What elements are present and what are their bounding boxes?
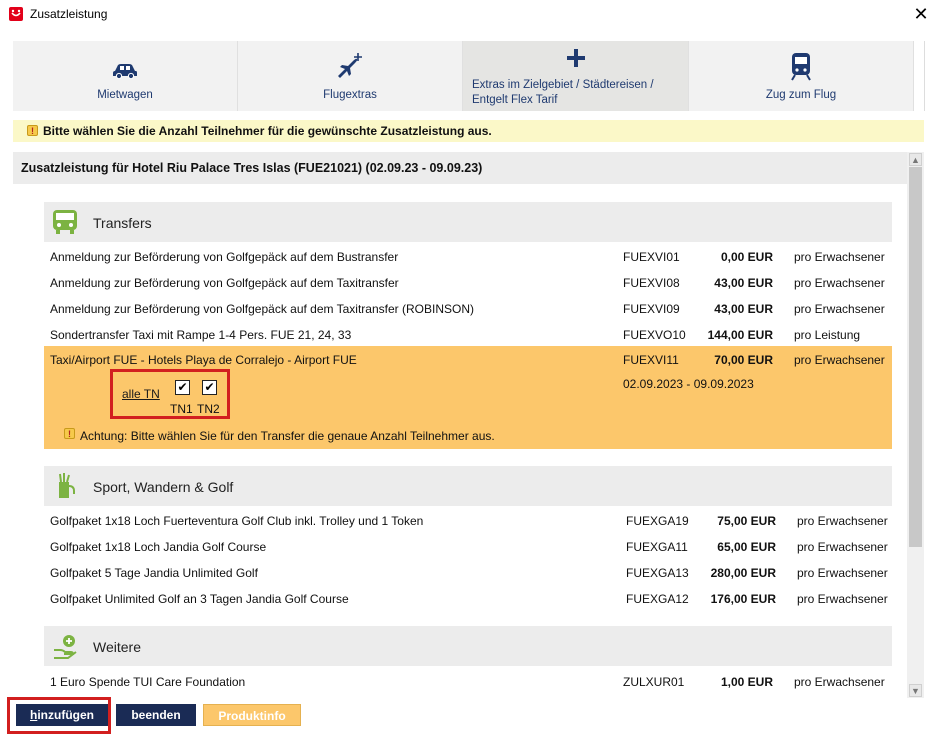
item-name: Golfpaket 1x18 Loch Fuerteventura Golf Club inkl. Trolley und 1 Token <box>50 514 424 528</box>
item-name: Taxi/Airport FUE - Hotels Playa de Corralejo - Airport FUE <box>50 353 357 367</box>
title-bar <box>0 0 936 30</box>
item-price: 75,00 EUR <box>717 514 776 528</box>
list-item[interactable] <box>44 295 892 321</box>
car-icon <box>111 59 139 81</box>
item-code: FUEXVO10 <box>623 328 686 342</box>
item-unit: pro Erwachsener <box>794 675 885 689</box>
participant-selector <box>110 369 230 419</box>
item-unit: pro Erwachsener <box>797 592 888 606</box>
warning-icon: ! <box>27 125 38 136</box>
tab-extras-label-line1: Extras im Zielgebiet / Städtereisen / <box>472 79 654 91</box>
item-unit: pro Erwachsener <box>797 566 888 580</box>
end-button[interactable]: beenden <box>116 704 196 726</box>
section-sport <box>44 466 892 506</box>
tab-mietwagen[interactable] <box>13 41 238 111</box>
tn2-checkbox[interactable]: ✔ <box>202 380 217 395</box>
item-code: FUEXGA19 <box>626 514 689 528</box>
plus-icon <box>565 47 587 69</box>
item-name: Sondertransfer Taxi mit Rampe 1-4 Pers. FUE 21, 24, 33 <box>50 328 352 342</box>
item-code: FUEXGA13 <box>626 566 689 580</box>
item-unit: pro Erwachsener <box>797 514 888 528</box>
item-code: FUEXVI11 <box>623 353 679 367</box>
item-name: Golfpaket 1x18 Loch Jandia Golf Course <box>50 540 267 554</box>
item-unit: pro Leistung <box>794 328 861 342</box>
tab-extras-label-line2: Entgelt Flex Tarif <box>472 94 558 106</box>
item-code: FUEXGA11 <box>626 540 688 554</box>
add-button[interactable] <box>16 704 108 726</box>
tn1-label: TN1 <box>170 402 193 416</box>
add-button-mnemonic: h <box>30 708 38 722</box>
item-price: 1,00 EUR <box>720 675 773 689</box>
extras-panel <box>13 152 907 698</box>
section-sport-title: Sport, Wandern & Golf <box>93 479 234 495</box>
tui-logo-icon <box>9 7 23 21</box>
train-icon <box>789 51 813 81</box>
warning-icon: ! <box>64 428 75 439</box>
all-participants-link[interactable]: alle TN <box>122 387 160 401</box>
participant-warning-text: Achtung: Bitte wählen Sie für den Transfer die genaue Anzahl Teilnehmer aus. <box>80 429 495 443</box>
item-name: Golfpaket 5 Tage Jandia Unlimited Golf <box>50 566 258 580</box>
list-item[interactable] <box>44 243 892 269</box>
item-name: Anmeldung zur Beförderung von Golfgepäck auf dem Taxitransfer (ROBINSON) <box>50 302 474 316</box>
panel-header-text: Zusatzleistung für Hotel Riu Palace Tres Islas (FUE21021) (02.09.23 - 09.09.23) <box>21 161 483 175</box>
tab-flugextras[interactable] <box>238 41 463 111</box>
item-name: Anmeldung zur Beförderung von Golfgepäck auf dem Taxitransfer <box>50 276 399 290</box>
list-item[interactable] <box>44 507 892 533</box>
item-unit: pro Erwachsener <box>794 353 885 367</box>
item-unit: pro Erwachsener <box>797 540 888 554</box>
tab-zug-label: Zug zum Flug <box>765 89 837 101</box>
product-info-button[interactable]: Produktinfo <box>203 704 301 726</box>
tab-extras-label <box>472 78 684 108</box>
item-price: 280,00 EUR <box>710 566 776 580</box>
tn1-checkbox[interactable]: ✔ <box>175 380 190 395</box>
item-price: 144,00 EUR <box>707 328 773 342</box>
item-dates: 02.09.2023 - 09.09.2023 <box>623 377 754 391</box>
section-weitere-title: Weitere <box>93 639 141 655</box>
item-code: FUEXGA12 <box>626 592 689 606</box>
tn2-label: TN2 <box>197 402 220 416</box>
tabs-border <box>924 41 925 111</box>
selected-list-item[interactable] <box>44 346 892 449</box>
item-price: 0,00 EUR <box>720 250 773 264</box>
golf-bag-icon <box>52 472 78 500</box>
tab-mietwagen-label: Mietwagen <box>97 89 153 101</box>
category-tabs <box>13 41 924 111</box>
bus-icon <box>52 208 78 236</box>
item-price: 65,00 EUR <box>717 540 776 554</box>
panel-header <box>13 152 907 184</box>
list-item[interactable] <box>44 585 892 611</box>
section-transfers <box>44 202 892 242</box>
tab-extras-zielgebiet[interactable] <box>463 41 689 111</box>
plane-plus-icon <box>335 51 365 81</box>
item-code: FUEXVI01 <box>623 250 680 264</box>
window-title: Zusatzleistung <box>30 7 108 21</box>
list-item[interactable] <box>44 321 892 347</box>
list-item[interactable] <box>44 533 892 559</box>
scroll-up-icon[interactable]: ▲ <box>909 153 922 166</box>
list-item[interactable] <box>44 668 892 694</box>
panel-scrollbar[interactable] <box>907 152 924 698</box>
section-weitere <box>44 626 892 666</box>
item-price: 70,00 EUR <box>714 353 773 367</box>
item-code: FUEXVI09 <box>623 302 680 316</box>
scroll-thumb[interactable] <box>909 167 922 547</box>
item-unit: pro Erwachsener <box>794 250 885 264</box>
close-icon[interactable]: ✕ <box>913 4 929 24</box>
notice-bar <box>13 120 924 142</box>
hand-plus-icon <box>52 632 78 660</box>
button-bar <box>0 700 936 740</box>
item-name: Golfpaket Unlimited Golf an 3 Tagen Jandia Golf Course <box>50 592 349 606</box>
item-code: ZULXUR01 <box>623 675 685 689</box>
notice-text: Bitte wählen Sie die Anzahl Teilnehmer für die gewünschte Zusatzleistung aus. <box>43 124 492 138</box>
item-unit: pro Erwachsener <box>794 276 885 290</box>
add-button-label: inzufügen <box>37 708 94 722</box>
item-price: 176,00 EUR <box>710 592 776 606</box>
list-item[interactable] <box>44 269 892 295</box>
tab-zug-zum-flug[interactable] <box>689 41 914 111</box>
section-transfers-title: Transfers <box>93 215 152 231</box>
item-price: 43,00 EUR <box>714 276 773 290</box>
item-price: 43,00 EUR <box>714 302 773 316</box>
item-name: 1 Euro Spende TUI Care Foundation <box>50 675 246 689</box>
item-unit: pro Erwachsener <box>794 302 885 316</box>
close-button[interactable] <box>906 3 936 25</box>
tab-flugextras-label: Flugextras <box>323 89 377 101</box>
item-name: Anmeldung zur Beförderung von Golfgepäck auf dem Bustransfer <box>50 250 399 264</box>
scroll-down-icon[interactable]: ▼ <box>909 684 922 697</box>
item-code: FUEXVI08 <box>623 276 680 290</box>
list-item[interactable] <box>44 559 892 585</box>
